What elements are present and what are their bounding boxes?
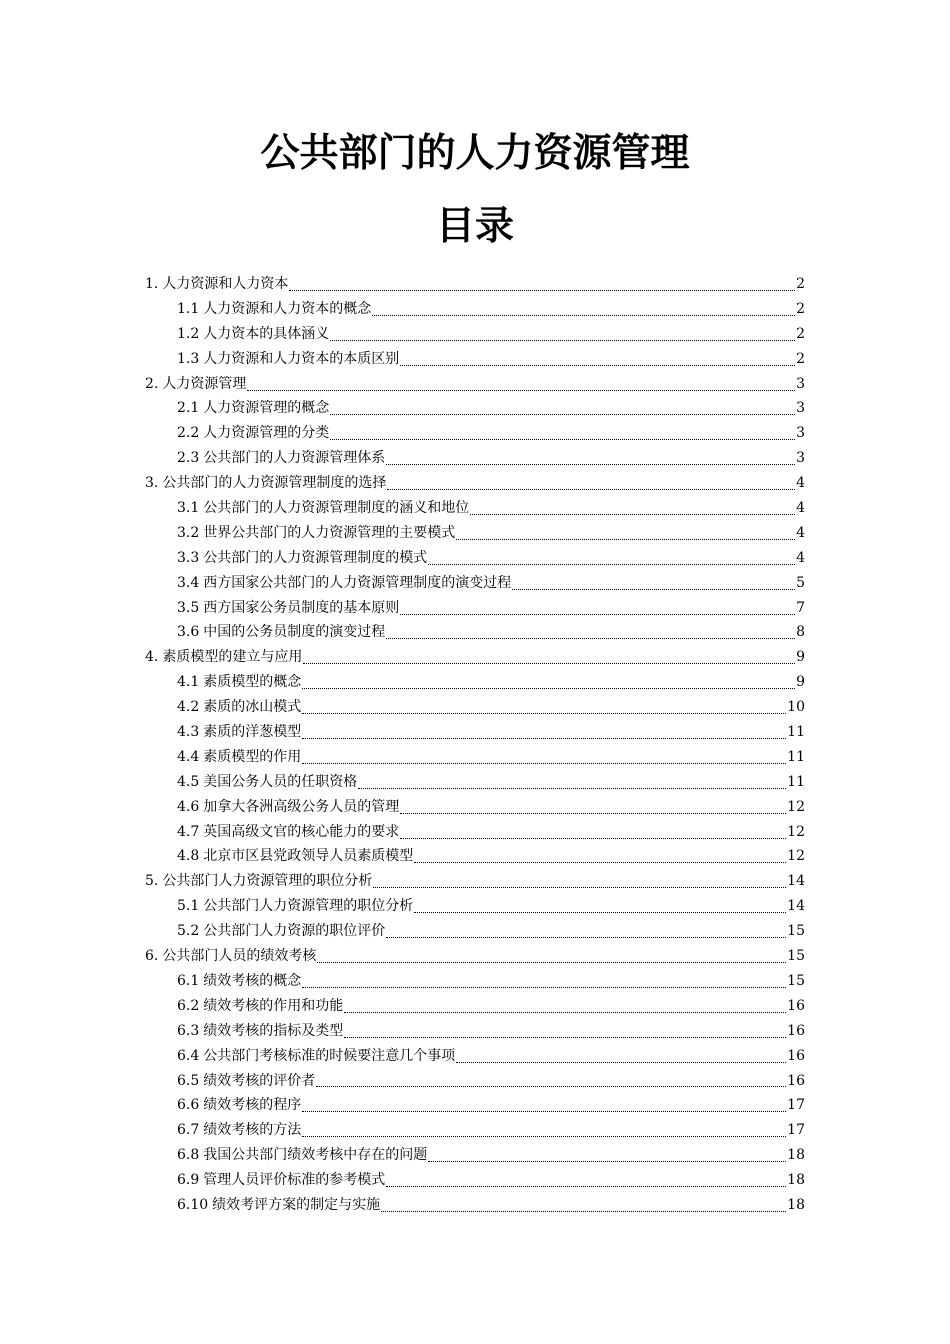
toc-dot-leader	[381, 1211, 786, 1212]
toc-entry-title: 公共部门的人力资源管理制度的选择	[162, 475, 387, 492]
toc-entry-title: 人力资源和人力资本的本质区别	[203, 350, 400, 367]
toc-entry-title: 公共部门的人力资源管理制度的模式	[203, 549, 428, 566]
toc-entry[interactable]	[145, 496, 805, 521]
toc-entry-title: 绩效考核的方法	[203, 1122, 302, 1139]
toc-entry-number: 6.7	[177, 1122, 200, 1139]
toc-entry-title: 绩效考核的程序	[203, 1097, 302, 1114]
toc-entry-title: 绩效考评方案的制定与实施	[212, 1196, 381, 1213]
toc-entry-number: 5.	[145, 873, 159, 890]
toc-entry-page: 2	[796, 276, 805, 292]
toc-entry[interactable]	[145, 745, 805, 770]
toc-entry-number: 3.3	[177, 549, 200, 566]
toc-entry-title: 素质模型的建立与应用	[162, 649, 303, 666]
toc-dot-leader	[470, 514, 795, 515]
toc-dot-leader	[344, 1012, 786, 1013]
toc-entry[interactable]	[145, 596, 805, 621]
toc-entry-number: 6.10	[177, 1196, 209, 1213]
toc-entry-number: 4.7	[177, 823, 200, 840]
toc-entry-page: 5	[796, 574, 805, 591]
toc-dot-leader	[302, 1111, 786, 1112]
toc-dot-leader	[428, 1161, 786, 1162]
toc-entry-number: 6.8	[177, 1147, 200, 1164]
toc-entry-number: 1.2	[177, 325, 200, 342]
toc-entry-number: 3.6	[177, 624, 200, 641]
toc-entry[interactable]	[145, 720, 805, 745]
toc-entry-title: 西方国家公务员制度的基本原则	[203, 599, 400, 616]
toc-entry-title: 公共部门人力资源管理的职位分析	[162, 873, 373, 890]
toc-dot-leader	[302, 987, 786, 988]
toc-entry-title: 人力资源和人力资本	[162, 276, 289, 292]
toc-entry[interactable]	[145, 521, 805, 546]
toc-entry-title: 公共部门人力资源管理的职位分析	[203, 898, 414, 915]
toc-entry[interactable]	[145, 620, 805, 645]
toc-entry-page: 10	[787, 699, 805, 716]
toc-entry-title: 素质的洋葱模型	[203, 724, 302, 741]
toc-dot-leader	[373, 887, 786, 888]
toc-entry-number: 4.5	[177, 773, 200, 790]
toc-entry-page: 4	[796, 524, 805, 541]
toc-entry-number: 4.2	[177, 699, 200, 716]
toc-entry-page: 18	[787, 1196, 805, 1213]
toc-entry-title: 素质模型的作用	[203, 748, 302, 765]
toc-dot-leader	[386, 638, 795, 639]
toc-entry-page: 2	[796, 350, 805, 367]
toc-entry-page: 7	[796, 599, 805, 616]
toc-dot-leader	[428, 564, 795, 565]
toc-entry-page: 4	[796, 500, 805, 517]
toc-entry[interactable]	[145, 272, 805, 297]
toc-entry-title: 绩效考核的指标及类型	[203, 1022, 344, 1039]
toc-entry-page: 9	[796, 649, 805, 666]
toc-entry-page: 3	[796, 450, 805, 467]
toc-entry-title: 西方国家公共部门的人力资源管理制度的演变过程	[203, 574, 512, 591]
toc-entry-title: 素质的冰山模式	[203, 699, 302, 716]
toc-entry[interactable]	[145, 770, 805, 795]
toc-entry[interactable]	[145, 994, 805, 1019]
toc-entry-number: 2.	[145, 375, 159, 392]
toc-entry-number: 4.6	[177, 798, 200, 815]
toc-entry-number: 4.8	[177, 848, 200, 865]
toc-dot-leader	[414, 862, 786, 863]
toc-entry-page: 12	[787, 823, 805, 840]
toc-entry[interactable]	[145, 471, 805, 496]
toc-dot-leader	[456, 1062, 786, 1063]
toc-entry-title: 绩效考核的作用和功能	[203, 997, 344, 1014]
toc-entry-page: 9	[796, 674, 805, 691]
toc-entry[interactable]	[145, 421, 805, 446]
toc-entry-title: 人力资源管理	[162, 375, 247, 392]
toc-entry[interactable]	[145, 372, 805, 397]
toc-entry-page: 17	[787, 1097, 805, 1114]
toc-entry-page: 8	[796, 624, 805, 641]
toc-entry-title: 英国高级文官的核心能力的要求	[203, 823, 400, 840]
toc-entry-number: 3.4	[177, 574, 200, 591]
toc-dot-leader	[358, 788, 786, 789]
toc-entry-number: 6.6	[177, 1097, 200, 1114]
toc-entry-page: 2	[796, 325, 805, 342]
toc-entry-number: 6.3	[177, 1022, 200, 1039]
toc-entry-page: 12	[787, 798, 805, 815]
toc-entry-number: 2.1	[177, 400, 200, 417]
toc-entry-number: 2.2	[177, 425, 200, 442]
toc-entry-page: 12	[787, 848, 805, 865]
toc-entry-number: 4.	[145, 649, 159, 666]
toc-dot-leader	[400, 614, 795, 615]
toc-entry[interactable]	[145, 322, 805, 347]
toc-entry-number: 2.3	[177, 450, 200, 467]
toc-entry-number: 1.1	[177, 300, 200, 317]
toc-entry-title: 北京市区县党政领导人员素质模型	[203, 848, 414, 865]
toc-entry-title: 我国公共部门绩效考核中存在的问题	[203, 1147, 428, 1164]
toc-entry[interactable]	[145, 1044, 805, 1069]
toc-entry-title: 人力资源管理的分类	[203, 425, 330, 442]
toc-dot-leader	[303, 663, 795, 664]
toc-dot-leader	[386, 937, 786, 938]
toc-entry-title: 加拿大各洲高级公务人员的管理	[203, 798, 400, 815]
toc-entry-number: 3.5	[177, 599, 200, 616]
toc-entry-number: 6.1	[177, 972, 200, 989]
toc-dot-leader	[330, 340, 795, 341]
toc-entry[interactable]	[145, 944, 805, 969]
toc-entry-title: 中国的公务员制度的演变过程	[203, 624, 386, 641]
toc-entry-page: 15	[787, 972, 805, 989]
toc-dot-leader	[400, 813, 786, 814]
toc-dot-leader	[386, 464, 795, 465]
toc-entry-title: 公共部门人员的绩效考核	[162, 948, 317, 965]
toc-entry-number: 6.5	[177, 1072, 200, 1089]
toc-entry[interactable]	[145, 1093, 805, 1118]
toc-entry[interactable]	[145, 695, 805, 720]
toc-dot-leader	[317, 962, 786, 963]
toc-entry[interactable]	[145, 670, 805, 695]
toc-entry-number: 5.1	[177, 898, 200, 915]
toc-dot-leader	[302, 1136, 786, 1137]
toc-entry-page: 11	[787, 724, 805, 741]
toc-dot-leader	[247, 390, 795, 391]
toc-entry[interactable]	[145, 571, 805, 596]
toc-dot-leader	[302, 688, 795, 689]
toc-dot-leader	[400, 365, 795, 366]
toc-entry[interactable]	[145, 869, 805, 894]
toc-entry[interactable]	[145, 645, 805, 670]
toc-entry-page: 4	[796, 475, 805, 492]
toc-entry-title: 公共部门的人力资源管理体系	[203, 450, 386, 467]
toc-entry-title: 世界公共部门的人力资源管理的主要模式	[203, 524, 456, 541]
toc-dot-leader	[387, 489, 795, 490]
toc-entry[interactable]	[145, 820, 805, 845]
toc-entry-number: 5.2	[177, 923, 200, 940]
toc-entry-number: 3.1	[177, 500, 200, 517]
toc-entry-number: 6.	[145, 948, 159, 965]
toc-entry-title: 素质模型的概念	[203, 674, 302, 691]
toc-entry[interactable]	[145, 894, 805, 919]
toc-dot-leader	[414, 912, 786, 913]
toc-dot-leader	[330, 414, 795, 415]
toc-entry-page: 11	[787, 773, 805, 790]
toc-entry-title: 公共部门的人力资源管理制度的涵义和地位	[203, 500, 470, 517]
table-of-contents	[145, 272, 805, 1218]
toc-entry[interactable]	[145, 347, 805, 372]
toc-entry-number: 1.	[145, 276, 159, 292]
toc-entry-page: 16	[787, 1047, 805, 1064]
toc-entry-title: 人力资源管理的概念	[203, 400, 330, 417]
toc-dot-leader	[344, 1037, 786, 1038]
toc-dot-leader	[302, 713, 786, 714]
toc-heading: 目录	[435, 204, 514, 249]
toc-entry[interactable]	[145, 546, 805, 571]
document-title: 公共部门的人力资源管理	[260, 131, 690, 176]
toc-entry-page: 18	[787, 1172, 805, 1189]
toc-entry[interactable]	[145, 1143, 805, 1168]
toc-entry[interactable]	[145, 1069, 805, 1094]
toc-entry-title: 人力资本的具体涵义	[203, 325, 330, 342]
toc-entry-page: 3	[796, 375, 805, 392]
toc-dot-leader	[372, 315, 795, 316]
toc-entry-page: 3	[796, 425, 805, 442]
toc-entry-page: 18	[787, 1147, 805, 1164]
toc-dot-leader	[289, 290, 795, 291]
toc-dot-leader	[400, 838, 786, 839]
toc-entry[interactable]	[145, 1118, 805, 1143]
toc-dot-leader	[330, 439, 795, 440]
toc-entry-number: 6.2	[177, 997, 200, 1014]
toc-entry-number: 3.	[145, 475, 159, 492]
toc-entry-page: 17	[787, 1122, 805, 1139]
toc-dot-leader	[512, 589, 795, 590]
toc-entry-number: 6.9	[177, 1172, 200, 1189]
toc-entry-page: 16	[787, 1072, 805, 1089]
toc-entry-page: 16	[787, 1022, 805, 1039]
toc-entry-page: 15	[787, 923, 805, 940]
toc-entry-title: 人力资源和人力资本的概念	[203, 300, 372, 317]
toc-dot-leader	[316, 1086, 786, 1087]
toc-entry-page: 3	[796, 400, 805, 417]
toc-entry-page: 16	[787, 997, 805, 1014]
toc-entry-page: 14	[787, 898, 805, 915]
toc-entry-number: 1.3	[177, 350, 200, 367]
toc-entry-title: 绩效考核的概念	[203, 972, 302, 989]
toc-entry-title: 管理人员评价标准的参考模式	[203, 1172, 386, 1189]
toc-entry[interactable]	[145, 297, 805, 322]
toc-dot-leader	[302, 738, 786, 739]
toc-entry-number: 6.4	[177, 1047, 200, 1064]
toc-entry-page: 4	[796, 549, 805, 566]
toc-entry[interactable]	[145, 844, 805, 869]
toc-entry[interactable]	[145, 795, 805, 820]
toc-dot-leader	[386, 1186, 786, 1187]
toc-dot-leader	[302, 763, 786, 764]
toc-entry[interactable]	[145, 1168, 805, 1193]
toc-entry-number: 4.4	[177, 748, 200, 765]
toc-entry[interactable]	[145, 446, 805, 471]
toc-entry-page: 15	[787, 948, 805, 965]
toc-entry-page: 2	[796, 300, 805, 317]
toc-entry-number: 4.1	[177, 674, 200, 691]
toc-entry[interactable]	[145, 1193, 805, 1218]
toc-entry-title: 公共部门人力资源的职位评价	[203, 923, 386, 940]
toc-entry[interactable]	[145, 969, 805, 994]
toc-entry-title: 公共部门考核标准的时候要注意几个事项	[203, 1047, 456, 1064]
toc-entry[interactable]	[145, 919, 805, 944]
toc-dot-leader	[456, 539, 795, 540]
toc-entry-page: 11	[787, 748, 805, 765]
toc-entry-title: 绩效考核的评价者	[203, 1072, 316, 1089]
toc-entry[interactable]	[145, 1019, 805, 1044]
toc-entry-number: 4.3	[177, 724, 200, 741]
toc-entry-number: 3.2	[177, 524, 200, 541]
toc-entry-title: 美国公务人员的任职资格	[203, 773, 358, 790]
toc-entry-page: 14	[787, 873, 805, 890]
toc-entry[interactable]	[145, 396, 805, 421]
